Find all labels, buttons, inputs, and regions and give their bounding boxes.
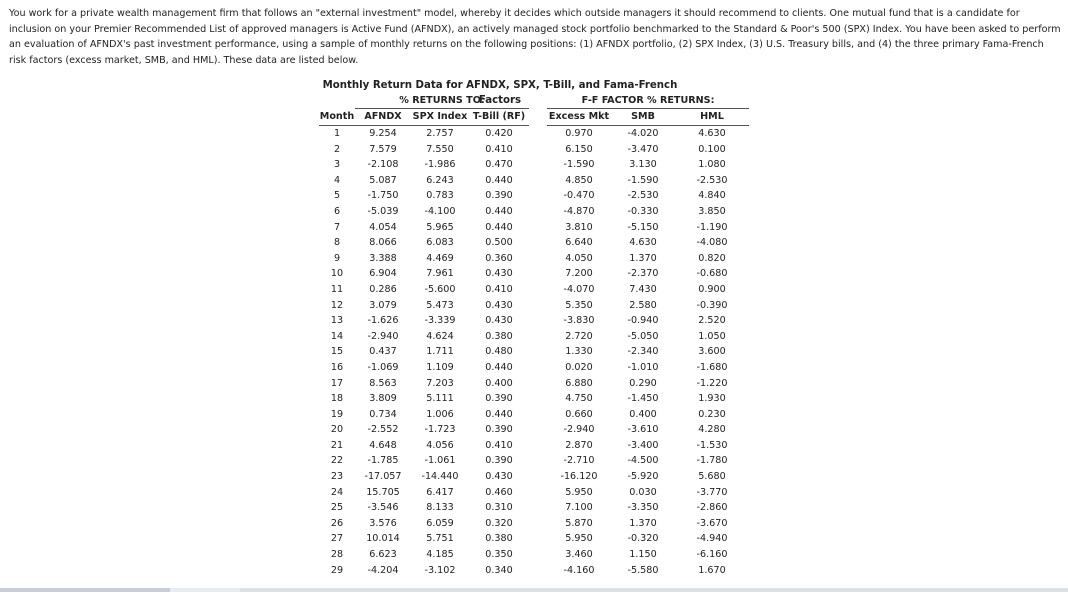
mkt-cell: 2.720 [565,330,593,342]
tbill-cell: 0.440 [485,221,513,233]
afndx-cell: 6.623 [369,549,397,561]
tbill-cell: 0.440 [485,174,513,186]
spx-cell: 1.109 [426,361,454,373]
mkt-cell: 3.810 [565,221,593,233]
smb-cell: 1.370 [629,517,657,529]
smb-cell: -3.470 [627,143,659,155]
month-cell: 8 [333,237,341,249]
table-row [319,235,749,251]
tbill-cell: 0.440 [485,408,513,420]
tbill-cell: 0.440 [485,361,513,373]
afndx-cell: 8.066 [369,237,397,249]
month-cell: 20 [330,424,344,436]
month-cell: 18 [330,393,344,405]
spx-cell: 6.059 [426,517,454,529]
table-row [319,282,749,298]
tbill-cell: 0.480 [485,346,513,358]
smb-cell: -5.150 [627,221,659,233]
hml-cell: 4.840 [698,190,726,202]
month-cell: 11 [330,283,344,295]
smb-cell: -2.340 [627,346,659,358]
smb-cell: 1.370 [629,252,657,264]
month-cell: 25 [330,502,344,514]
month-cell: 2 [333,143,341,155]
intro-paragraph: You work for a private wealth management firm that follows an "external investment" model, whereby it decides which outside managers it should recommend to clients. One mutual fund that is a candidate for inclusion on your Premier Recommended List of approved managers is Active Fund (AFNDX), an actively managed stock portfolio benchmarked to the Standard & Poor's 500 (SPX) Index. You have been asked to perform an evaluation of AFNDX's past investment performance, using a sample of monthly returns on the following positions: (1) AFNDX portfolio, (2) SPX Index, (3) U.S. Treasury bills, and (4) the three primary Fama-French risk factors (excess market, SMB, and HML). These data are listed below. [9,8,1061,66]
mkt-cell: 6.640 [565,237,593,249]
tbill-cell: 0.410 [485,439,513,451]
table-row [319,142,749,158]
spx-cell: -3.339 [424,315,456,327]
table-row [319,173,749,189]
afndx-cell: 8.563 [369,377,397,389]
mkt-cell: 4.750 [565,393,593,405]
table-row [319,500,749,516]
spx-cell: 5.751 [426,533,454,545]
spx-cell: 7.203 [426,377,454,389]
hml-cell: -3.670 [696,517,728,529]
hml-cell: 3.600 [698,346,726,358]
afndx-cell: -2.108 [367,159,399,171]
afndx-cell: -5.039 [367,205,399,217]
mkt-cell: 6.880 [565,377,593,389]
afndx-cell: 5.087 [369,174,397,186]
afndx-cell: 15.705 [366,486,400,498]
table-row [319,547,749,563]
mkt-cell: -16.120 [560,471,598,483]
returns-table [319,93,749,578]
smb-cell: -4.500 [627,455,659,467]
table-row [319,422,749,438]
tbill-cell: 0.390 [485,424,513,436]
afndx-cell: 3.079 [369,299,397,311]
tbill-header: T-Bill (RF) [469,109,529,126]
smb-cell: 4.630 [629,237,657,249]
table-row [319,407,749,423]
table-row [319,438,749,454]
hml-cell: 0.820 [698,252,726,264]
returns-table-section [319,78,749,578]
afndx-cell: 3.388 [369,252,397,264]
hml-cell: 0.100 [698,143,726,155]
tbill-cell: 0.470 [485,159,513,171]
table-row [319,376,749,392]
smb-cell: 0.290 [629,377,657,389]
month-cell: 14 [330,330,344,342]
table-row [319,329,749,345]
spx-cell: 7.550 [426,143,454,155]
month-cell: 16 [330,361,344,373]
smb-cell: 3.130 [629,159,657,171]
spx-cell: 1.006 [426,408,454,420]
mkt-cell: 4.850 [565,174,593,186]
mkt-cell: -1.590 [563,159,595,171]
table-row [319,563,749,579]
tbill-cell: 0.390 [485,455,513,467]
hml-cell: 1.930 [698,393,726,405]
spx-cell: -3.102 [424,564,456,576]
month-cell: 7 [333,221,341,233]
mkt-cell: 5.950 [565,486,593,498]
smb-cell: -3.350 [627,502,659,514]
mkt-cell: 2.870 [565,439,593,451]
month-cell: 29 [330,564,344,576]
spx-cell: 4.185 [426,549,454,561]
spx-cell: 4.056 [426,439,454,451]
smb-cell: -1.590 [627,174,659,186]
tbill-cell: 0.500 [485,237,513,249]
spx-cell: 7.961 [426,268,454,280]
hml-cell: 4.280 [698,424,726,436]
mkt-cell: 6.150 [565,143,593,155]
spx-cell: 6.083 [426,237,454,249]
smb-cell: -2.530 [627,190,659,202]
spx-cell: 6.417 [426,486,454,498]
spx-cell: 4.624 [426,330,454,342]
hml-cell: -3.770 [696,486,728,498]
hml-cell: 0.230 [698,408,726,420]
hml-cell: 2.520 [698,315,726,327]
month-cell: 12 [330,299,344,311]
smb-cell: -0.940 [627,315,659,327]
afndx-cell: 0.734 [369,408,397,420]
afndx-cell: 0.437 [369,346,397,358]
month-cell: 10 [330,268,344,280]
smb-cell: 2.580 [629,299,657,311]
tbill-cell: 0.400 [485,377,513,389]
hml-cell: -6.160 [696,549,728,561]
mkt-cell: -4.160 [563,564,595,576]
mkt-cell: 7.200 [565,268,593,280]
smb-cell: -0.330 [627,205,659,217]
afndx-cell: 0.286 [369,283,397,295]
smb-cell: -0.320 [627,533,659,545]
horizontal-scrollbar[interactable] [0,588,1068,592]
afndx-cell: -1.785 [367,455,399,467]
table-row [319,313,749,329]
smb-cell: 1.150 [629,549,657,561]
ff-group-header: F-F FACTOR % RETURNS: [547,93,749,109]
table-row [319,204,749,220]
month-cell: 28 [330,549,344,561]
table-row [319,485,749,501]
table-title: Monthly Return Data for AFNDX, SPX, T-Bill, and Fama-French Factors [322,80,678,106]
afndx-cell: 10.014 [366,533,400,545]
returns-group-header: % RETURNS TO: [355,93,529,109]
afndx-cell: -4.204 [367,564,399,576]
smb-cell: -3.610 [627,424,659,436]
spx-cell: 1.711 [426,346,454,358]
hml-cell: 1.050 [698,330,726,342]
mkt-cell: -0.470 [563,190,595,202]
mkt-cell: 0.020 [565,361,593,373]
table-row [319,516,749,532]
afndx-cell: 4.648 [369,439,397,451]
month-cell: 3 [333,159,341,171]
smb-header: SMB [611,109,675,126]
table-row [319,469,749,485]
afndx-cell: 3.809 [369,393,397,405]
hml-cell: 5.680 [698,471,726,483]
mkt-cell: 3.460 [565,549,593,561]
table-row [319,188,749,204]
month-cell: 1 [333,128,341,139]
scrollbar-track-left [0,588,170,592]
hml-cell: -1.220 [696,377,728,389]
spx-cell: -1.986 [424,159,456,171]
mkt-cell: 1.330 [565,346,593,358]
month-cell: 5 [333,190,341,202]
smb-cell: -4.020 [627,128,659,139]
hml-cell: -1.530 [696,439,728,451]
table-row [319,251,749,267]
table-row [319,360,749,376]
afndx-cell: 4.054 [369,221,397,233]
hml-cell: -0.680 [696,268,728,280]
tbill-cell: 0.340 [485,564,513,576]
tbill-cell: 0.360 [485,252,513,264]
mkt-cell: 0.970 [565,128,593,139]
scrollbar-thumb[interactable] [240,588,1068,592]
hml-cell: 4.630 [698,128,726,139]
month-cell: 21 [330,439,344,451]
table-row [319,220,749,236]
month-cell: 27 [330,533,344,545]
spx-cell: -4.100 [424,205,456,217]
month-cell: 24 [330,486,344,498]
hml-cell: -0.390 [696,299,728,311]
mkt-cell: 5.870 [565,517,593,529]
hml-cell: -1.780 [696,455,728,467]
smb-cell: -1.010 [627,361,659,373]
hml-cell: 3.850 [698,205,726,217]
excess-mkt-header: Excess Mkt [547,109,611,126]
table-row [319,531,749,547]
spx-cell: -1.061 [424,455,456,467]
smb-cell: -5.920 [627,471,659,483]
tbill-cell: 0.390 [485,393,513,405]
tbill-cell: 0.320 [485,517,513,529]
spx-cell: -5.600 [424,283,456,295]
mkt-cell: -2.940 [563,424,595,436]
month-header: Month [319,109,355,126]
smb-cell: -2.370 [627,268,659,280]
tbill-cell: 0.310 [485,502,513,514]
mkt-cell: -3.830 [563,315,595,327]
afndx-cell: 9.254 [369,128,397,139]
mkt-cell: 5.950 [565,533,593,545]
smb-cell: 0.400 [629,408,657,420]
smb-cell: -5.050 [627,330,659,342]
smb-cell: -1.450 [627,393,659,405]
spx-cell: 0.783 [426,190,454,202]
hml-cell: 1.080 [698,159,726,171]
table-row [319,126,749,142]
column-header-row [319,109,749,126]
month-cell: 22 [330,455,344,467]
afndx-cell: 6.904 [369,268,397,280]
afndx-cell: -3.546 [367,502,399,514]
hml-header: HML [675,109,749,126]
month-cell: 23 [330,471,344,483]
spx-cell: 4.469 [426,252,454,264]
month-cell: 17 [330,377,344,389]
spx-cell: -14.440 [421,471,459,483]
mkt-cell: -4.870 [563,205,595,217]
mkt-cell: 5.350 [565,299,593,311]
tbill-cell: 0.460 [485,486,513,498]
hml-cell: 1.670 [698,564,726,576]
smb-cell: 7.430 [629,283,657,295]
group-header-row [319,93,749,109]
month-cell: 15 [330,346,344,358]
tbill-cell: 0.420 [485,128,513,139]
spx-cell: -1.723 [424,424,456,436]
month-cell: 13 [330,315,344,327]
table-row [319,391,749,407]
hml-cell: -4.940 [696,533,728,545]
mkt-cell: 7.100 [565,502,593,514]
table-body [319,126,749,579]
tbill-cell: 0.380 [485,533,513,545]
afndx-cell: -1.750 [367,190,399,202]
afndx-cell: -1.069 [367,361,399,373]
afndx-cell: -17.057 [364,471,402,483]
spx-cell: 5.473 [426,299,454,311]
mkt-cell: 0.660 [565,408,593,420]
tbill-cell: 0.390 [485,190,513,202]
afndx-header: AFNDX [355,109,411,126]
smb-cell: 0.030 [629,486,657,498]
tbill-cell: 0.350 [485,549,513,561]
hml-cell: -1.190 [696,221,728,233]
table-row [319,453,749,469]
tbill-cell: 0.430 [485,268,513,280]
table-row [319,298,749,314]
afndx-cell: 7.579 [369,143,397,155]
tbill-cell: 0.410 [485,283,513,295]
hml-cell: -4.080 [696,237,728,249]
spx-cell: 6.243 [426,174,454,186]
mkt-cell: 4.050 [565,252,593,264]
hml-cell: 0.900 [698,283,726,295]
table-row [319,157,749,173]
table-row [319,266,749,282]
tbill-cell: 0.410 [485,143,513,155]
hml-cell: -1.680 [696,361,728,373]
tbill-cell: 0.430 [485,315,513,327]
mkt-cell: -4.070 [563,283,595,295]
spx-cell: 5.111 [426,393,454,405]
spx-cell: 2.757 [426,128,454,139]
tbill-cell: 0.380 [485,330,513,342]
smb-cell: -5.580 [627,564,659,576]
afndx-cell: -2.552 [367,424,399,436]
tbill-cell: 0.430 [485,299,513,311]
month-cell: 19 [330,408,344,420]
hml-cell: -2.530 [696,174,728,186]
smb-cell: -3.400 [627,439,659,451]
table-row [319,344,749,360]
spx-header: SPX Index [411,109,469,126]
afndx-cell: -2.940 [367,330,399,342]
month-cell: 4 [333,174,341,186]
month-cell: 26 [330,517,344,529]
tbill-cell: 0.430 [485,471,513,483]
spx-cell: 8.133 [426,502,454,514]
month-cell: 6 [333,205,341,217]
afndx-cell: -1.626 [367,315,399,327]
mkt-cell: -2.710 [563,455,595,467]
spx-cell: 5.965 [426,221,454,233]
hml-cell: -2.860 [696,502,728,514]
afndx-cell: 3.576 [369,517,397,529]
month-cell: 9 [333,252,341,264]
tbill-cell: 0.440 [485,205,513,217]
